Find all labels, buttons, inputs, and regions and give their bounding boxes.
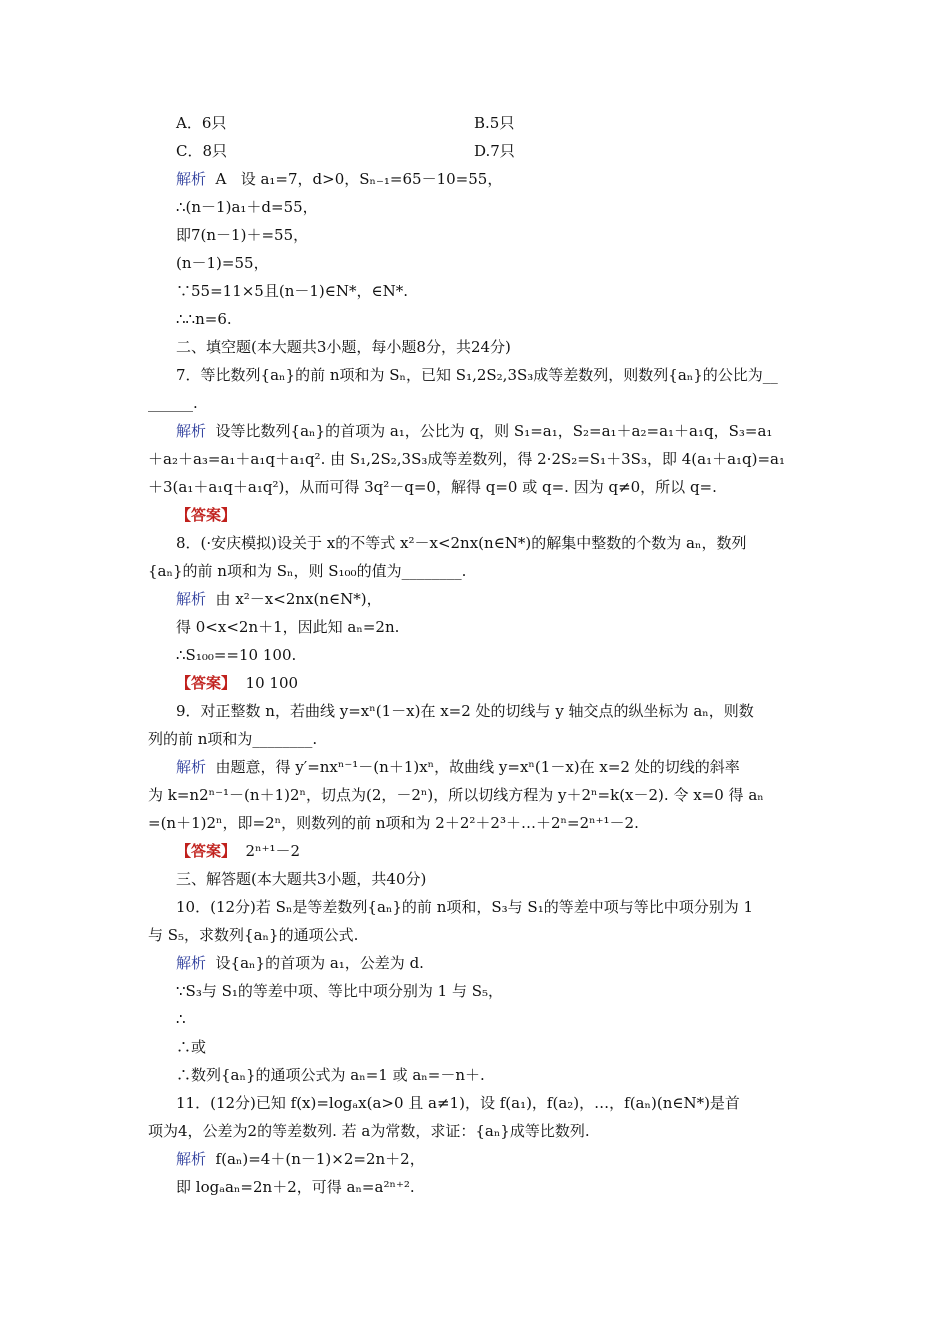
text-line xyxy=(176,1065,485,1085)
text-line xyxy=(176,701,754,721)
line-text: ∴∴n=6. xyxy=(176,310,232,328)
text-line xyxy=(176,253,269,273)
analysis-label: 解析 xyxy=(176,954,207,972)
line-text: ＋a₂＋a₃=a₁＋a₁q＋a₁q². 由 S₁,2S₂,3S₃成等差数列，得 2·2S₂=S₁＋3S₃，即 4(a₁＋a₁q)=a₁ xyxy=(148,450,786,468)
text-line xyxy=(176,169,502,189)
line-text: 由 x²－x<2nx(n∈N*)， xyxy=(206,590,382,608)
text-line xyxy=(176,897,753,917)
text-line xyxy=(148,1121,590,1141)
text-line xyxy=(176,421,772,441)
text-line xyxy=(176,141,227,161)
line-text: B.5只 xyxy=(474,114,515,132)
line-text: 即 logₐaₙ=2n＋2，可得 aₙ=a²ⁿ⁺². xyxy=(176,1178,415,1196)
answer-label: 【答案】 xyxy=(176,674,237,692)
text-line xyxy=(176,841,300,861)
line-text: ∵S₃与 S₁的等差中项、等比中项分别为 1 与 S₅， xyxy=(176,982,504,1000)
text-line xyxy=(176,673,298,693)
analysis-label: 解析 xyxy=(176,170,207,188)
line-text: (n－1)=55， xyxy=(176,254,269,272)
text-line xyxy=(176,589,382,609)
text-line xyxy=(148,561,466,581)
line-text: 二、填空题(本大题共3小题，每小题8分，共24分) xyxy=(176,338,511,356)
text-line xyxy=(176,1093,740,1113)
text-line xyxy=(474,113,514,133)
analysis-label: 解析 xyxy=(176,422,207,440)
text-line xyxy=(148,449,785,469)
line-text: ∵55=11×5且(n－1)∈N*，∈N*. xyxy=(176,282,408,300)
text-line xyxy=(176,617,399,637)
text-line xyxy=(176,533,746,553)
line-text: 10 100 xyxy=(236,674,299,692)
line-text: 9．对正整数 n，若曲线 y=xⁿ(1－x)在 x=2 处的切线与 y 轴交点的纵坐标为 aₙ，则数 xyxy=(176,702,754,720)
text-line xyxy=(176,505,236,525)
answer-label: 【答案】 xyxy=(176,506,237,524)
line-text: =(n＋1)2ⁿ，即=2ⁿ，则数列的前 n项和为 2＋2²＋2³＋…＋2ⁿ=2ⁿ⁺¹－2. xyxy=(148,814,639,832)
line-text: ______. xyxy=(148,394,198,412)
line-text: ∴ xyxy=(176,1010,186,1028)
line-text: 11．(12分)已知 f(x)=logₐx(a>0 且 a≠1)，设 f(a₁)，f(a₂)，…，f(aₙ)(n∈N*)是首 xyxy=(176,1094,740,1112)
analysis-label: 解析 xyxy=(176,1150,207,1168)
analysis-label: 解析 xyxy=(176,758,207,776)
line-text: ∴或 xyxy=(176,1038,207,1056)
line-text: ∴S₁₀₀==10 100. xyxy=(176,646,297,664)
line-text: 项为4，公差为2的等差数列. 若 a为常数，求证：{aₙ}成等比数列. xyxy=(148,1122,590,1140)
text-line xyxy=(176,1149,425,1169)
line-text: 即7(n－1)＋=55， xyxy=(176,226,309,244)
text-line xyxy=(148,393,198,413)
line-text: 得 0<x<2n＋1，因此知 aₙ=2n. xyxy=(176,618,400,636)
text-line xyxy=(176,1037,206,1057)
line-text: 为 k=n2ⁿ⁻¹－(n＋1)2ⁿ，切点为(2，－2ⁿ)，所以切线方程为 y＋2ⁿ=k(x－2). 令 x=0 得 aₙ xyxy=(148,786,764,804)
text-line xyxy=(148,729,317,749)
text-line xyxy=(148,477,717,497)
line-text: D.7只 xyxy=(474,142,515,160)
line-text: 列的前 n项和为________. xyxy=(148,730,318,748)
line-text: 三、解答题(本大题共3小题，共40分) xyxy=(176,870,427,888)
answer-label: 【答案】 xyxy=(176,842,237,860)
text-line xyxy=(176,337,511,357)
line-text: 与 S₅，求数列{aₙ}的通项公式. xyxy=(148,926,359,944)
line-text: C．8只 xyxy=(176,142,228,160)
text-line xyxy=(176,197,318,217)
line-text: 7．等比数列{aₙ}的前 n项和为 Sₙ，已知 S₁,2S₂,3S₃成等差数列，则数列{aₙ}的公比为__ xyxy=(176,366,778,384)
text-line xyxy=(176,225,308,245)
line-text: 设等比数列{aₙ}的首项为 a₁，公比为 q，则 S₁=a₁，S₂=a₁＋a₂=a₁＋a₁q，S₃=a₁ xyxy=(206,422,773,440)
text-line xyxy=(176,869,426,889)
line-text: 8．(·安庆模拟)设关于 x的不等式 x²－x<2nx(n∈N*)的解集中整数的个数为 aₙ，数列 xyxy=(176,534,747,552)
line-text: ∴(n－1)a₁＋d=55， xyxy=(176,198,318,216)
text-line xyxy=(176,1177,415,1197)
text-line xyxy=(176,953,424,973)
text-line xyxy=(148,785,764,805)
text-line xyxy=(148,813,639,833)
text-line xyxy=(176,1009,186,1029)
line-text: ＋3(a₁＋a₁q＋a₁q²)，从而可得 3q²－q=0，解得 q=0 或 q=. 因为 q≠0，所以 q=. xyxy=(148,478,717,496)
line-text: A 设 a₁=7，d>0，Sₙ₋₁=65－10=55， xyxy=(206,170,503,188)
text-line xyxy=(176,281,408,301)
line-text: {aₙ}的前 n项和为 Sₙ，则 S₁₀₀的值为________. xyxy=(148,562,467,580)
text-line xyxy=(176,113,226,133)
text-line xyxy=(148,925,358,945)
text-line xyxy=(176,645,296,665)
text-line xyxy=(474,141,515,161)
line-text: 10．(12分)若 Sₙ是等差数列{aₙ}的前 n项和，S₃与 S₁的等差中项与等比中项分别为 1 xyxy=(176,898,754,916)
text-line xyxy=(176,981,503,1001)
text-line xyxy=(176,365,778,385)
line-text: A．6只 xyxy=(176,114,227,132)
text-line xyxy=(176,757,740,777)
analysis-label: 解析 xyxy=(176,590,207,608)
line-text: f(aₙ)=4＋(n－1)×2=2n＋2， xyxy=(206,1150,425,1168)
line-text: 设{aₙ}的首项为 a₁，公差为 d. xyxy=(206,954,424,972)
line-text: 由题意，得 y′=nxⁿ⁻¹－(n＋1)xⁿ，故曲线 y=xⁿ(1－x)在 x=2 处的切线的斜率 xyxy=(206,758,740,776)
line-text: 2ⁿ⁺¹－2 xyxy=(236,842,301,860)
line-text: ∴数列{aₙ}的通项公式为 aₙ=1 或 aₙ=－n＋. xyxy=(176,1066,485,1084)
text-line xyxy=(176,309,232,329)
